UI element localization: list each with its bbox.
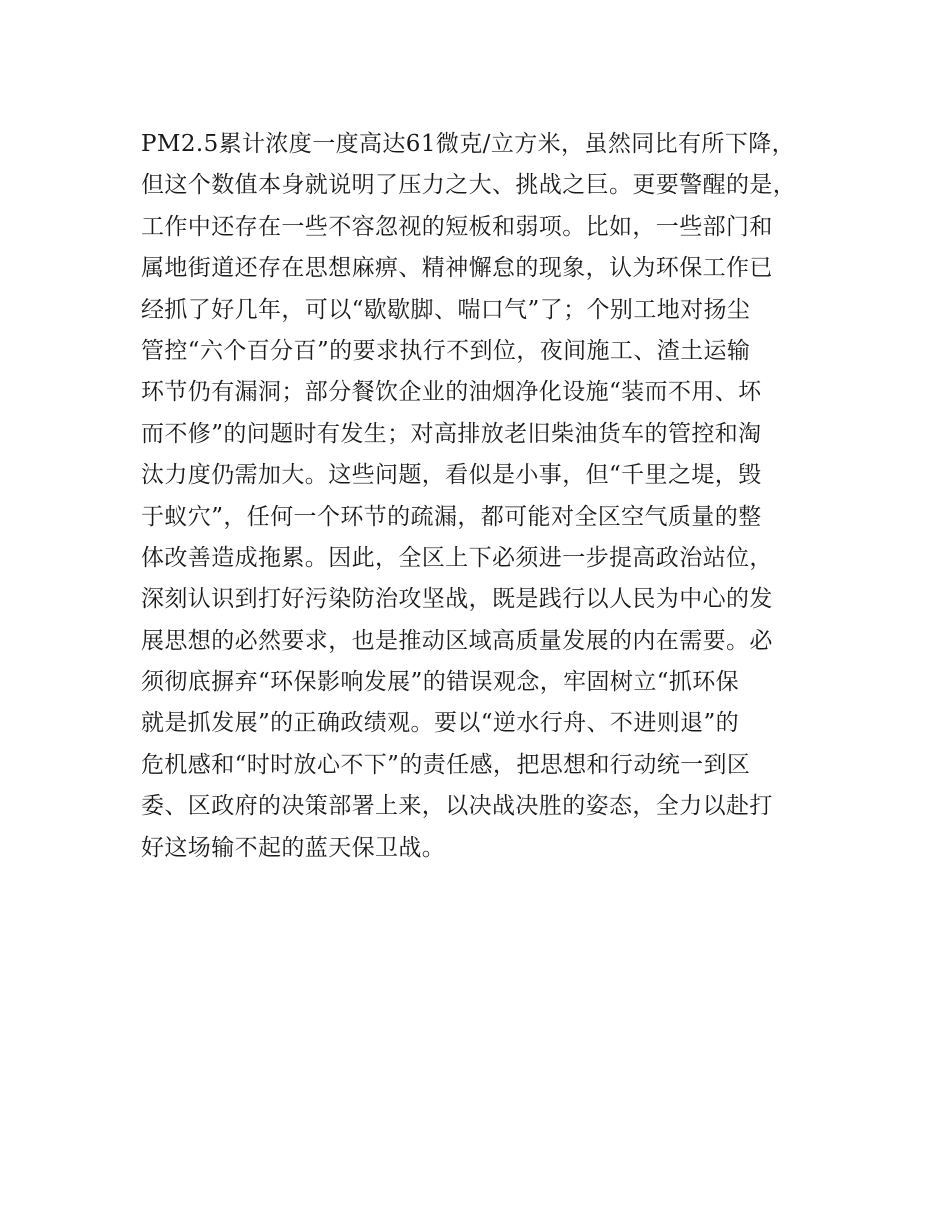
paragraph-line: 须彻底摒弃“环保影响发展”的错误观念，牢固树立“抓环保 [141, 669, 740, 696]
paragraph-line: 委、区政府的决策部署上来，以决战决胜的姿态，全力以赴打 [141, 793, 773, 820]
paragraph-line: 工作中还存在一些不容忽视的短板和弱项。比如，一些部门和 [141, 213, 773, 240]
paragraph-line: 但这个数值本身就说明了压力之大、挑战之巨。更要警醒的是， [141, 172, 797, 199]
paragraph-line: 汰力度仍需加大。这些问题，看似是小事，但“千里之堤，毁 [141, 462, 762, 489]
paragraph-line: 属地街道还存在思想麻痹、精神懈怠的现象，认为环保工作已 [141, 255, 773, 282]
body-paragraph [141, 124, 841, 869]
paragraph-line: 体改善造成拖累。因此，全区上下必须进一步提高政治站位， [141, 544, 773, 571]
paragraph-line: 就是抓发展”的正确政绩观。要以“逆水行舟、不进则退”的 [141, 710, 740, 737]
paragraph-line: 而不修”的问题时有发生；对高排放老旧柴油货车的管控和淘 [141, 420, 762, 447]
paragraph-line: PM2.5累计浓度一度高达61微克/立方米，虽然同比有所下降， [141, 131, 796, 157]
paragraph-line: 于蚁穴”，任何一个环节的疏漏，都可能对全区空气质量的整 [141, 503, 762, 530]
paragraph-line: 经抓了好几年，可以“歇歇脚、喘口气”了；个别工地对扬尘 [141, 296, 751, 323]
paragraph-line: 展思想的必然要求，也是推动区域高质量发展的内在需要。必 [141, 627, 773, 654]
paragraph-line: 环节仍有漏洞；部分餐饮企业的油烟净化设施“装而不用、坏 [141, 379, 762, 406]
paragraph-line: 好这场输不起的蓝天保卫战。 [141, 834, 446, 861]
paragraph-line: 危机感和“时时放心不下”的责任感，把思想和行动统一到区 [141, 751, 751, 778]
paragraph-line: 管控“六个百分百”的要求执行不到位，夜间施工、渣土运输 [141, 337, 751, 364]
paragraph-line: 深刻认识到打好污染防治攻坚战，既是践行以人民为中心的发 [141, 586, 773, 613]
